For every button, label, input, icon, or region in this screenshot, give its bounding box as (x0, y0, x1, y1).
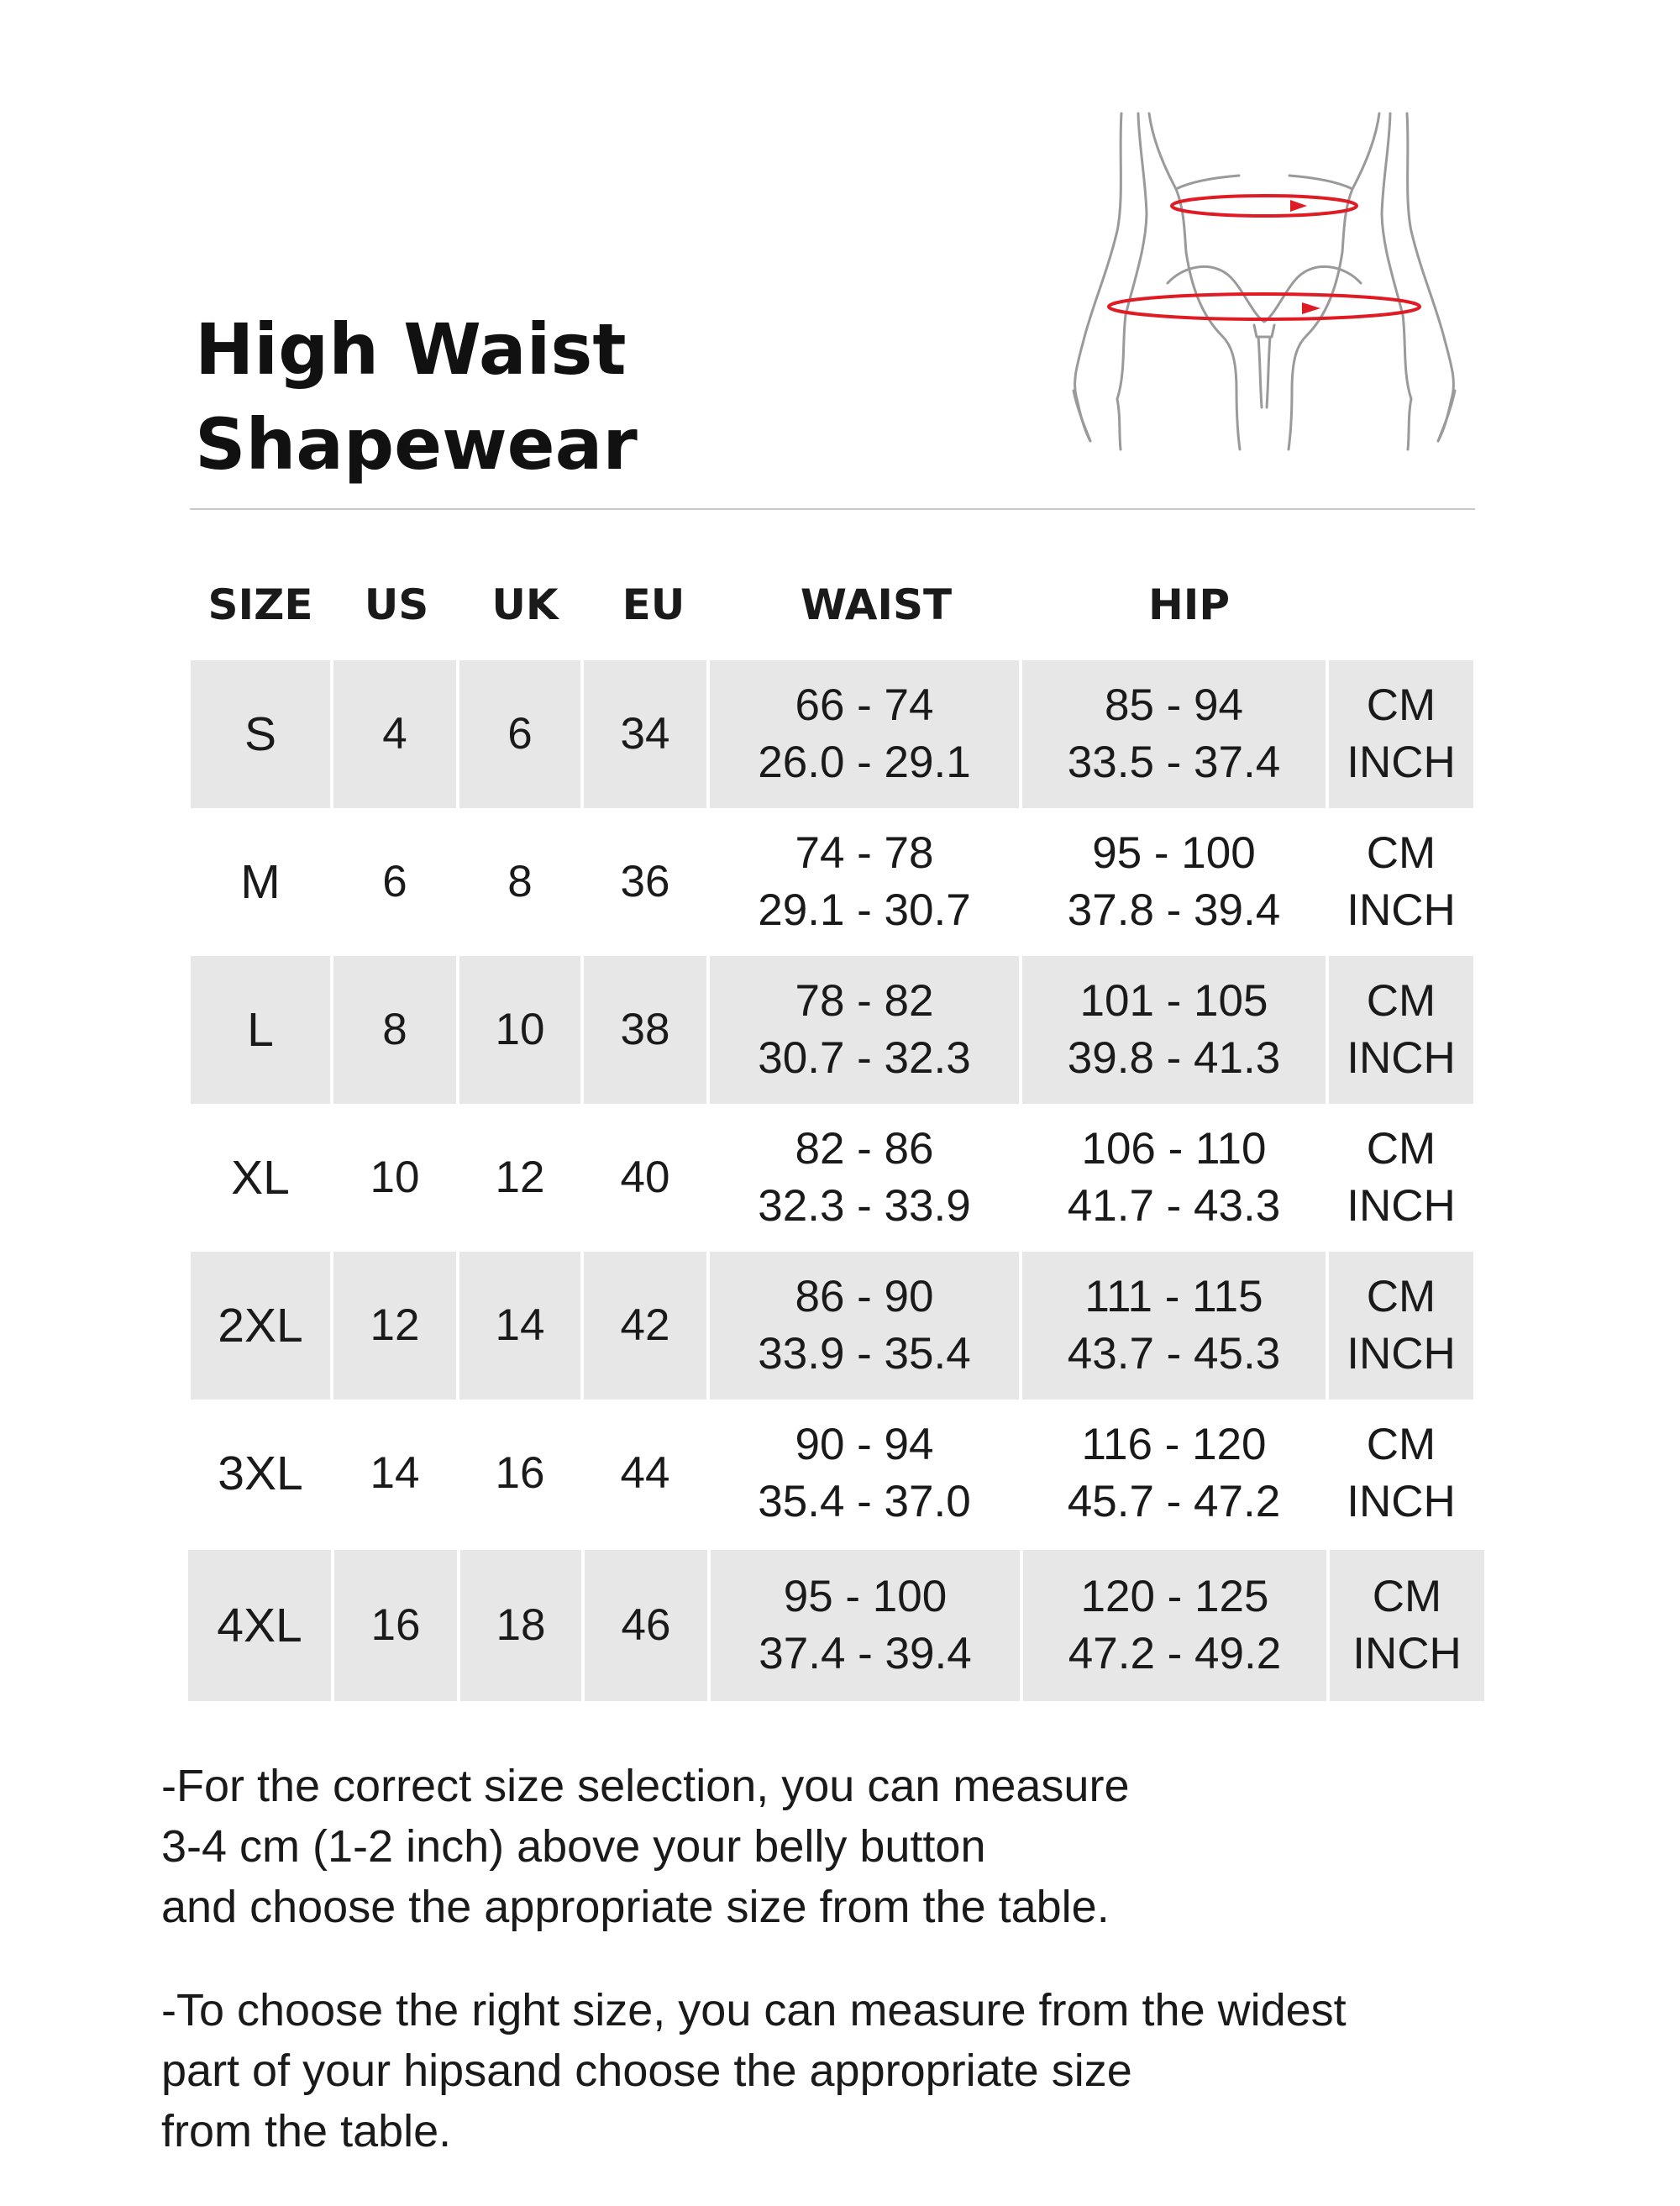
eu-cell: 46 (581, 1550, 707, 1701)
eu-cell: 44 (580, 1400, 706, 1547)
size-cell: 3XL (218, 1447, 303, 1500)
us-cell: 12 (330, 1252, 456, 1400)
uk-cell: 10 (456, 956, 580, 1104)
hip-inch: 47.2 - 49.2 (1068, 1629, 1282, 1678)
hip-inch: 39.8 - 41.3 (1067, 1033, 1281, 1083)
us-cell: 4 (330, 660, 456, 808)
uk-cell: 18 (457, 1550, 581, 1701)
eu-cell: 42 (580, 1252, 706, 1400)
unit-cell (1326, 956, 1473, 1104)
unit-inch: INCH (1352, 1629, 1462, 1678)
hip-cm: 111 - 115 (1084, 1272, 1263, 1321)
title-line-2: Shapewear (195, 403, 638, 486)
hip-cm: 116 - 120 (1081, 1420, 1267, 1469)
waist-cm: 78 - 82 (795, 976, 934, 1026)
us-cell: 14 (330, 1400, 456, 1547)
size-cell: 4XL (188, 1550, 331, 1701)
unit-cm: CM (1366, 680, 1436, 730)
page-title (195, 302, 638, 492)
waist-cell (707, 1550, 1020, 1701)
unit-cell (1326, 660, 1473, 808)
header-hip: HIP (1147, 580, 1231, 629)
hip-cm: 101 - 105 (1079, 976, 1268, 1026)
eu-cell: 34 (580, 660, 706, 808)
waist-cell (706, 1104, 1019, 1252)
hip-cm: 106 - 110 (1081, 1124, 1267, 1174)
unit-inch: INCH (1347, 1477, 1456, 1526)
header-us: US (364, 580, 429, 629)
hip-cell (1019, 808, 1326, 956)
hip-cm: 85 - 94 (1104, 680, 1243, 730)
us-cell: 16 (331, 1550, 457, 1701)
unit-cm: CM (1366, 1420, 1436, 1469)
hip-cell (1019, 956, 1326, 1104)
waist-cell (706, 1252, 1019, 1400)
size-cell: XL (231, 1151, 290, 1205)
hip-cell (1019, 1104, 1326, 1252)
hip-cell (1019, 660, 1326, 808)
eu-cell: 38 (580, 956, 706, 1104)
table-row (191, 1252, 1473, 1400)
hip-cm: 120 - 125 (1080, 1572, 1269, 1621)
us-cell: 10 (330, 1104, 456, 1252)
table-row (191, 956, 1473, 1104)
uk-cell: 16 (456, 1400, 580, 1547)
body-measurement-figure (1058, 105, 1470, 466)
unit-cm: CM (1366, 828, 1436, 878)
waist-cell (706, 956, 1019, 1104)
note-line: -For the correct size selection, you can measure (161, 1761, 1130, 1811)
table-row (191, 1400, 1473, 1547)
hip-measure-note (161, 1980, 1347, 2161)
hip-cell (1019, 1252, 1326, 1400)
uk-cell: 12 (456, 1104, 580, 1252)
size-cell: 2XL (191, 1252, 330, 1400)
unit-cm: CM (1366, 1124, 1436, 1174)
uk-cell: 8 (456, 808, 580, 956)
waist-cell (706, 808, 1019, 956)
hip-cm: 95 - 100 (1092, 828, 1256, 878)
header-eu: EU (622, 580, 685, 629)
table-row (188, 1550, 1484, 1701)
unit-cell (1326, 1252, 1473, 1400)
waist-inch: 32.3 - 33.9 (758, 1181, 971, 1231)
header-waist: WAIST (800, 580, 953, 629)
note-line: part of your hipsand choose the appropriate size (161, 2046, 1132, 2096)
hip-inch: 41.7 - 43.3 (1067, 1181, 1281, 1231)
hip-cell (1019, 1400, 1326, 1547)
waist-inch: 37.4 - 39.4 (759, 1629, 972, 1678)
eu-cell: 40 (580, 1104, 706, 1252)
us-cell: 8 (330, 956, 456, 1104)
uk-cell: 6 (456, 660, 580, 808)
note-line: -To choose the right size, you can measure from the widest (161, 1985, 1347, 2035)
header-size: SIZE (207, 580, 313, 629)
size-cell: M (240, 855, 281, 909)
waist-cm: 74 - 78 (795, 828, 934, 878)
note-line: and choose the appropriate size from the table. (161, 1882, 1110, 1932)
table-row (191, 808, 1473, 956)
note-line: 3-4 cm (1-2 inch) above your belly button (161, 1821, 986, 1872)
table-row (191, 660, 1473, 808)
table-row (191, 1104, 1473, 1252)
waist-cm: 86 - 90 (795, 1272, 934, 1321)
waist-cell (706, 1400, 1019, 1547)
hip-inch: 37.8 - 39.4 (1067, 885, 1281, 935)
waist-measure-note (161, 1756, 1129, 1937)
waist-cm: 90 - 94 (795, 1420, 934, 1469)
hip-inch: 45.7 - 47.2 (1067, 1477, 1281, 1526)
title-line-1: High Waist (195, 308, 627, 391)
unit-cell (1326, 1550, 1484, 1701)
unit-cm: CM (1366, 976, 1436, 1026)
waist-cm: 66 - 74 (795, 680, 934, 730)
hip-inch: 33.5 - 37.4 (1067, 738, 1281, 787)
waist-inch: 33.9 - 35.4 (758, 1329, 971, 1379)
waist-cm: 95 - 100 (783, 1572, 948, 1621)
unit-inch: INCH (1347, 1329, 1456, 1379)
unit-cell (1326, 1400, 1473, 1547)
unit-inch: INCH (1347, 738, 1456, 787)
hip-cell (1020, 1550, 1326, 1701)
unit-inch: INCH (1347, 885, 1456, 935)
waist-inch: 30.7 - 32.3 (758, 1033, 971, 1083)
waist-inch: 29.1 - 30.7 (758, 885, 971, 935)
unit-inch: INCH (1347, 1181, 1456, 1231)
unit-cm: CM (1366, 1272, 1436, 1321)
unit-cm: CM (1372, 1572, 1442, 1621)
waist-inch: 35.4 - 37.0 (758, 1477, 971, 1526)
size-cell: S (191, 660, 330, 808)
note-line: from the table. (161, 2106, 452, 2156)
waist-cm: 82 - 86 (795, 1124, 934, 1174)
size-cell: L (191, 956, 330, 1104)
unit-cell (1326, 1104, 1473, 1252)
us-cell: 6 (330, 808, 456, 956)
waist-cell (706, 660, 1019, 808)
hip-inch: 43.7 - 45.3 (1067, 1329, 1281, 1379)
unit-cell (1326, 808, 1473, 956)
title-divider (190, 508, 1475, 510)
unit-inch: INCH (1347, 1033, 1456, 1083)
header-uk: UK (491, 580, 559, 629)
eu-cell: 36 (580, 808, 706, 956)
uk-cell: 14 (456, 1252, 580, 1400)
waist-inch: 26.0 - 29.1 (758, 738, 971, 787)
